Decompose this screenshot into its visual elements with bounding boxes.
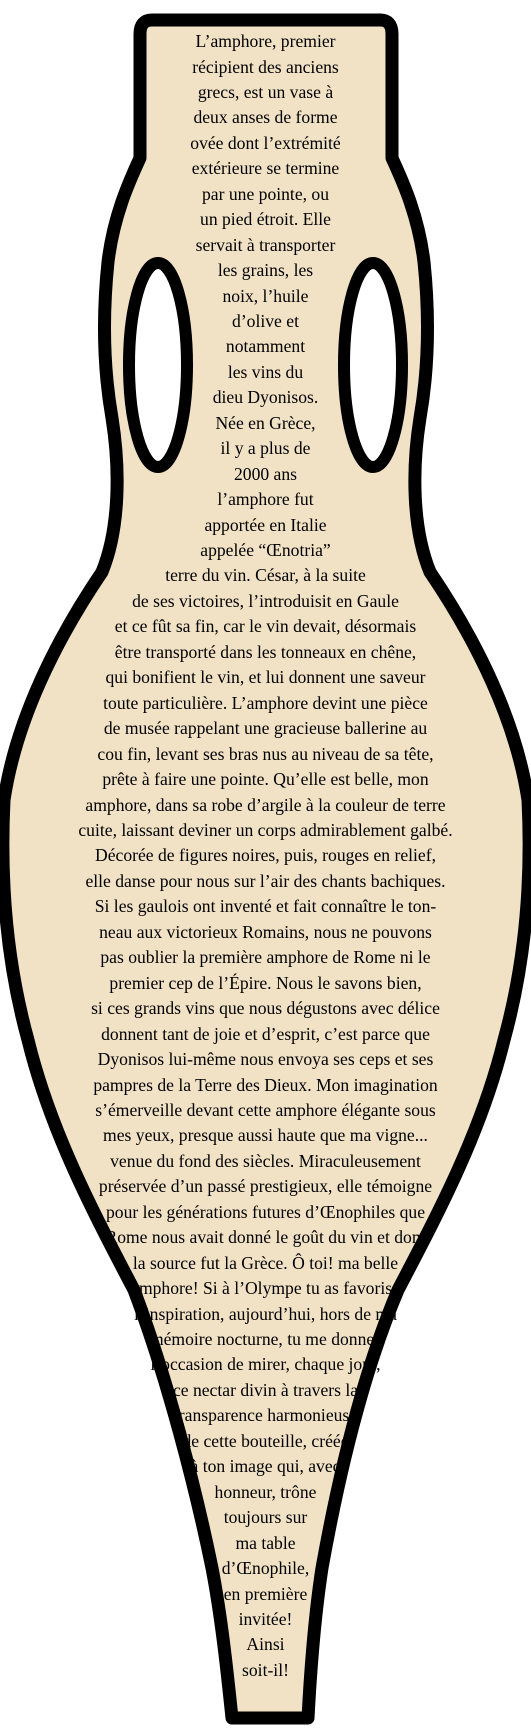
poem-line: grecs, est un vase à <box>197 81 334 102</box>
poem-line: noix, l’huile <box>222 285 309 306</box>
poem-line: l’occasion de mirer, chaque jour, <box>150 1354 381 1375</box>
poem-line: de musée rappelant une gracieuse ballerine au <box>103 718 428 739</box>
poem-line: appelée “Œnotria” <box>200 540 331 560</box>
poem-line: les grains, les <box>217 260 314 280</box>
poem-line: les vins du <box>227 361 304 382</box>
poem-line: Née en Grèce, <box>215 412 316 433</box>
poem-line: Rome nous avait donné le goût du vin et dont <box>105 1227 426 1248</box>
poem-line: prête à faire une pointe. Qu’elle est belle, mon <box>102 769 429 789</box>
poem-line: si ces grands vins que nous dégustons avec délice <box>91 998 440 1019</box>
poem-line: la source fut la Grèce. Ô toi! ma belle <box>132 1252 399 1273</box>
poem-line: mémoire nocturne, tu me donnes <box>149 1329 382 1349</box>
poem-line: toute particulière. L’amphore devint une pièce <box>103 692 428 713</box>
poem-line: pampres de la Terre des Dieux. Mon imagination <box>93 1074 438 1095</box>
poem-line: elle danse pour nous sur l’air des chants bachiques. <box>85 870 446 891</box>
poem-line: d’Œnophile, <box>221 1558 310 1578</box>
poem-line: premier cep de l’Épire. Nous le savons bien, <box>109 972 422 993</box>
poem-line: invitée! <box>238 1608 293 1629</box>
poem-line: extérieure se termine <box>191 158 340 179</box>
poem-line: transparence harmonieuse <box>173 1405 358 1426</box>
poem-line: neau aux victorieux Romains, nous ne pouvons <box>99 921 432 942</box>
poem-line: amphore, dans sa robe d’argile à la couleur de terre <box>85 794 446 815</box>
poem-line: être transporté dans les tonneaux en chêne, <box>114 641 417 662</box>
poem-line: Ainsi <box>246 1634 285 1655</box>
poem-line: de cette bouteille, créée <box>182 1430 349 1451</box>
poem-line: notamment <box>225 336 306 357</box>
poem-line: et ce fût sa fin, car le vin devait, désormais <box>114 616 417 637</box>
poem-line: honneur, trône <box>214 1481 317 1502</box>
poem-line: donnent tant de joie et d’esprit, c’est parce que <box>101 1023 430 1044</box>
poem-line: Si les gaulois ont inventé et fait connaître le ton- <box>94 896 437 917</box>
poem-line: pas oublier la première amphore de Rome ni le <box>100 947 431 968</box>
poem-line: pour les générations futures d’Œnophiles que <box>105 1201 426 1222</box>
poem-line: apportée en Italie <box>204 514 327 535</box>
poem-line: dieu Dyonisos. <box>212 387 319 408</box>
poem-line: terre du vin. César, à la suite <box>165 565 366 586</box>
poem-line: venue du fond des siècles. Miraculeusement <box>110 1150 421 1171</box>
poem-line: servait à transporter <box>195 234 336 255</box>
poem-line: un pied étroit. Elle <box>200 209 331 230</box>
poem-line: 2000 ans <box>233 463 298 484</box>
poem-line: d’olive et <box>232 310 299 331</box>
poem-line: s’émerveille devant cette amphore élégante sous <box>95 1099 436 1120</box>
poem-line: toujours sur <box>223 1507 308 1528</box>
poem-line: en première <box>223 1583 308 1604</box>
poem-line: mes yeux, presque aussi haute que ma vigne... <box>103 1125 428 1146</box>
poem-line: par une pointe, ou <box>201 183 330 204</box>
poem-line: l’amphore fut <box>217 489 314 510</box>
poem-line: soit-il! <box>242 1659 289 1680</box>
poem-line: il y a plus de <box>220 438 311 459</box>
poem-line: ovée dont l’extrémité <box>190 132 341 153</box>
poem-line: cuite, laissant deviner un corps admirablement galbé. <box>78 819 453 840</box>
poem-line: récipient des anciens <box>192 56 339 77</box>
poem-line: ce nectar divin à travers la <box>172 1379 359 1400</box>
poem-line: l’inspiration, aujourd’hui, hors de ma <box>134 1303 397 1324</box>
poem-line: deux anses de forme <box>193 107 338 128</box>
poem-line: Décorée de figures noires, puis, rouges en relief, <box>95 845 436 866</box>
poem-line: cou fin, levant ses bras nus au niveau de sa tête, <box>97 743 434 764</box>
poem-line: ma table <box>235 1532 296 1553</box>
poem-line: de ses victoires, l’introduisit en Gaule <box>132 590 399 611</box>
poem-line: à ton image qui, avec <box>190 1456 341 1477</box>
poem-line: qui bonifient le vin, et lui donnent une saveur <box>105 667 426 688</box>
poem-line: amphore! Si à l’Olympe tu as favorisé <box>131 1278 400 1298</box>
poem-line: préservée d’un passé prestigieux, elle témoigne <box>98 1176 433 1197</box>
poem-line: L’amphore, premier <box>195 31 336 51</box>
poem-line: Dyonisos lui-même nous envoya ses ceps et ses <box>97 1049 434 1069</box>
